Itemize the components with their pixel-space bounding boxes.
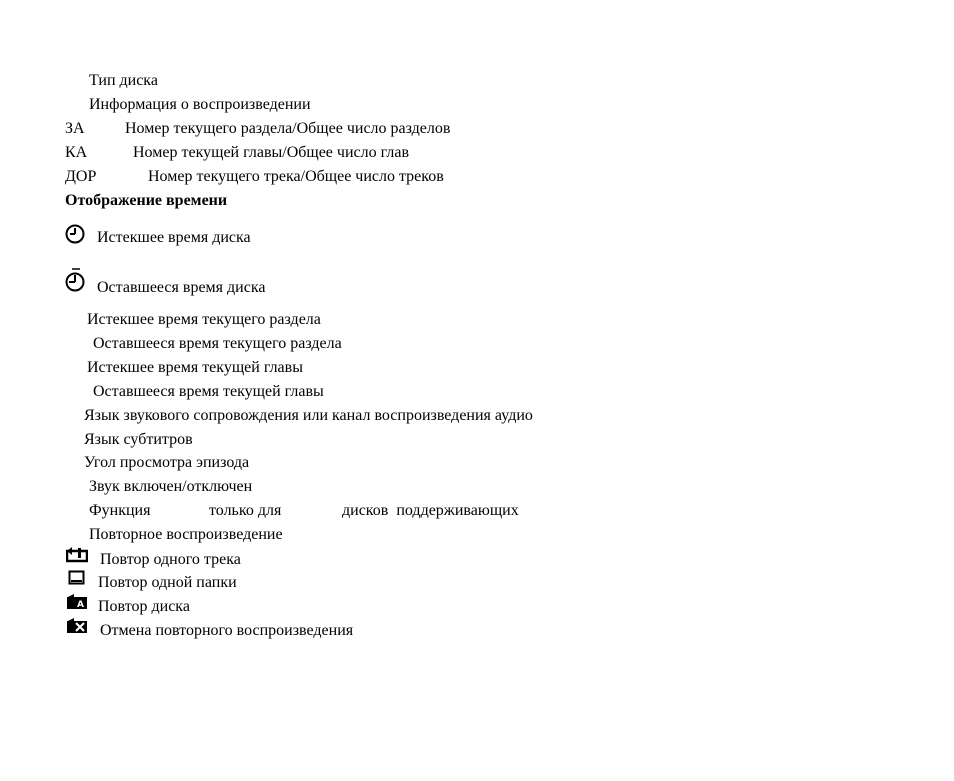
repeat-folder-icon xyxy=(68,570,86,586)
chapter-elapsed-label: Истекшее время текущей главы xyxy=(87,359,303,376)
repeat-one-icon xyxy=(66,547,88,563)
disc-elapsed-label: Истекшее время диска xyxy=(97,229,251,246)
title-code: ЗА xyxy=(65,120,85,137)
repeat-off-label: Отмена повторного воспроизведения xyxy=(100,622,354,639)
repeat-track-label: Повтор одного трека xyxy=(100,551,241,568)
repeat-label: Повторное воспроизведение xyxy=(89,526,283,543)
repeat-disc-label: Повтор диска xyxy=(98,598,190,615)
function-only-for: только для xyxy=(209,502,282,519)
disc-type-label: Тип диска xyxy=(89,72,158,89)
track-code: ДОР xyxy=(65,168,97,185)
subtitle-language-label: Язык субтитров xyxy=(84,431,193,448)
function-discs: дисков поддерживающих xyxy=(342,502,519,519)
repeat-all-icon xyxy=(66,594,88,610)
playback-info-label: Информация о воспроизведении xyxy=(89,96,311,113)
chapter-code: КА xyxy=(65,144,88,161)
audio-language-label: Язык звукового сопровождения или канал воспроизведения аудио xyxy=(84,407,533,424)
angle-label: Угол просмотра эпизода xyxy=(84,454,250,471)
function-label: Функция xyxy=(89,502,151,519)
track-number-text: Номер текущего трека/Общее число треков xyxy=(148,168,444,185)
svg-text:A: A xyxy=(77,600,84,610)
clock-minus-icon xyxy=(64,267,88,293)
title-number-text: Номер текущего раздела/Общее число разделов xyxy=(125,120,451,137)
time-display-heading: Отображение времени xyxy=(65,192,228,209)
chapter-number-text: Номер текущей главы/Общее число глав xyxy=(133,144,409,161)
mute-label: Звук включен/отключен xyxy=(89,478,253,495)
title-elapsed-label: Истекшее время текущего раздела xyxy=(87,311,321,328)
disc-remaining-label: Оставшееся время диска xyxy=(97,279,266,296)
chapter-remaining-label: Оставшееся время текущей главы xyxy=(93,383,324,400)
repeat-folder-label: Повтор одной папки xyxy=(98,574,237,591)
repeat-off-icon xyxy=(66,618,88,634)
clock-icon xyxy=(64,223,86,245)
title-remaining-label: Оставшееся время текущего раздела xyxy=(93,335,342,352)
